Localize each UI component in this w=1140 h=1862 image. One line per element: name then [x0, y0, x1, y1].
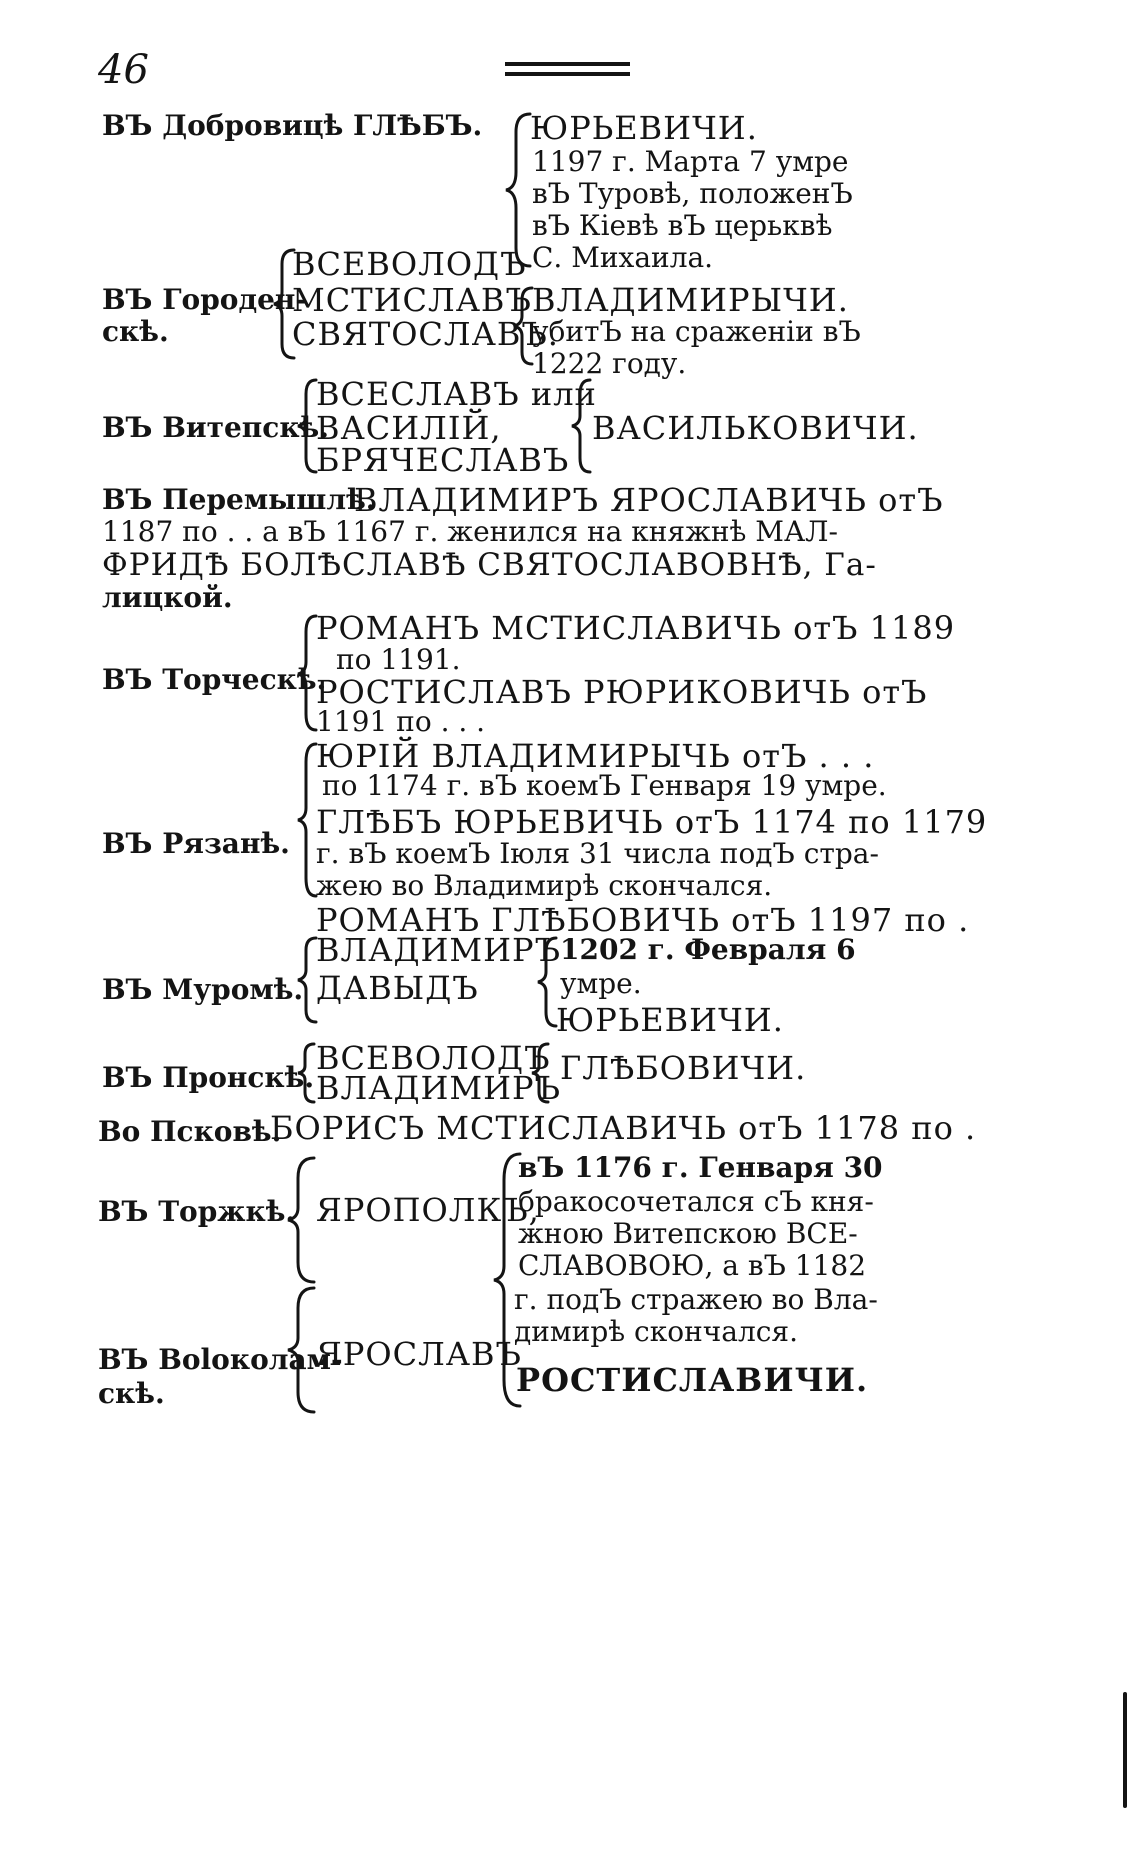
- pronsk-name-2: ВЛАДИМИРЪ: [316, 1069, 561, 1107]
- place-torzhok: ВЪ Торжкѣ.: [98, 1195, 296, 1228]
- torchesk-line-4: 1191 по . . .: [316, 705, 486, 738]
- place-volokolamsk-2: скѣ.: [98, 1377, 165, 1410]
- place-ryazan: ВЪ Рязанѣ.: [102, 827, 290, 860]
- brace-volokolamsk-name: [286, 1284, 318, 1416]
- murom-name-1: ВЛАДИМИРЪ: [316, 931, 561, 969]
- ryazan-line-1: ЮРІЙ ВЛАДИМИРЫЧЬ отЪ . . .: [316, 737, 875, 775]
- place-torchesk: ВЪ Торческѣ.: [102, 663, 327, 696]
- gorodensk-name-2: МСТИСЛАВЪ: [292, 281, 532, 319]
- vladimirychi-heading: ВЛАДИМИРЫЧИ.: [532, 281, 849, 319]
- murom-line-1: 1202 г. Февраля 6: [560, 933, 856, 966]
- torchesk-line-3: РОСТИСЛАВЪ РЮРИКОВИЧЬ отЪ: [316, 673, 928, 711]
- header-rule-top: [505, 62, 630, 66]
- volokolamsk-name: ЯРОСЛАВЪ: [316, 1335, 522, 1373]
- ryazan-line-6: РОМАНЪ ГЛѢБОВИЧЬ отЪ 1197 по .: [316, 901, 970, 939]
- rostislavichi-heading: РОСТИСЛАВИЧИ.: [516, 1361, 869, 1399]
- murom-line-3: ЮРЬЕВИЧИ.: [556, 1001, 784, 1039]
- torchesk-line-1: РОМАНЪ МСТИСЛАВИЧЬ отЪ 1189: [316, 609, 956, 647]
- place-gorodensk-1: ВЪ Городен-: [102, 283, 308, 316]
- peremysl-line-3: ФРИДѢ БОЛѢСЛАВѢ СВЯТОСЛАВОВНѢ, Га-: [102, 547, 877, 583]
- pskov-line: БОРИСЪ МСТИСЛАВИЧЬ отЪ 1178 по .: [270, 1109, 977, 1147]
- vladimirychi-line-3: 1222 году.: [532, 347, 687, 380]
- place-murom: ВЪ Муромѣ.: [102, 973, 304, 1006]
- place-volokolamsk-1: ВЪ Воloколам-: [98, 1343, 343, 1376]
- brace-glebovichi: [530, 1040, 552, 1106]
- torzhok-line-3: жною Витепскою ВСЕ-: [518, 1217, 858, 1250]
- vitebsk-name-1: ВСЕСЛАВЪ или: [316, 375, 597, 413]
- glebovichi-heading: ГЛѢБОВИЧИ.: [560, 1049, 807, 1087]
- peremysl-line-4: лицкой.: [102, 581, 233, 614]
- ryazan-line-3: ГЛѢБЪ ЮРЬЕВИЧЬ отЪ 1174 по 1179: [316, 803, 988, 841]
- pronsk-name-1: ВСЕВОЛОДЪ: [316, 1039, 551, 1077]
- torzhok-line-4: СЛАВОВОЮ, а вЪ 1182: [518, 1249, 867, 1282]
- brace-torzhok-name: [286, 1154, 318, 1286]
- peremysl-line-1: ВЛАДИМИРЪ ЯРОСЛАВИЧЬ отЪ: [354, 481, 944, 519]
- place-pskov: Во Псковѣ.: [98, 1115, 282, 1148]
- yurievichi-line-2: 1197 г. Марта 7 умре: [532, 145, 849, 178]
- ryazan-line-4: г. вЪ коемЪ Іюля 31 числа подЪ стра-: [316, 837, 879, 870]
- place-gorodensk-2: скѣ.: [102, 315, 169, 348]
- brace-pronsk-names: [296, 1040, 318, 1106]
- vasilkovichi-heading: ВАСИЛЬКОВИЧИ.: [592, 409, 919, 447]
- yurievichi-line-4: вЪ Кіевѣ вЪ церьквѣ: [532, 209, 833, 242]
- torchesk-line-2: по 1191.: [336, 643, 461, 676]
- yurievichi-heading: ЮРЬЕВИЧИ.: [530, 109, 758, 147]
- ryazan-line-2: по 1174 г. вЪ коемЪ Генваря 19 умре.: [322, 769, 887, 802]
- murom-name-2: ДАВЫДЪ: [316, 969, 479, 1007]
- gorodensk-name-3: СВЯТОСЛАВЪ.: [292, 315, 559, 353]
- torzhok-line-5: г. подЪ стражею во Вла-: [514, 1283, 878, 1316]
- torzhok-name: ЯРОПОЛКЪ,: [316, 1191, 540, 1229]
- place-dobrovitsa: ВЪ Добровицѣ ГЛѢБЪ.: [102, 109, 483, 142]
- header-rule-bottom: [505, 72, 630, 76]
- gorodensk-name-1: ВСЕВОЛОДЪ: [292, 245, 527, 283]
- page-number: 46: [98, 47, 149, 93]
- yurievichi-line-3: вЪ Туровѣ, положенЪ: [532, 177, 853, 210]
- torzhok-line-6: димирѣ скончался.: [514, 1315, 798, 1348]
- vladimirychi-line-2: убитЪ на сраженіи вЪ: [532, 315, 861, 348]
- vitebsk-name-3: БРЯЧЕСЛАВЪ: [316, 441, 570, 479]
- torzhok-line-1: вЪ 1176 г. Генваря 30: [518, 1151, 883, 1184]
- torzhok-line-2: бракосочетался сЪ кня-: [518, 1185, 874, 1218]
- ryazan-line-5: жею во Владимирѣ скончался.: [316, 869, 773, 902]
- peremysl-line-2: 1187 по . . а вЪ 1167 г. женился на княжнѣ МАЛ-: [102, 515, 838, 548]
- place-peremysl: ВЪ Перемышлѣ.: [102, 483, 376, 516]
- brace-vasilkovichi: [570, 376, 594, 476]
- murom-line-2: умре.: [560, 967, 642, 1000]
- scan-edge-mark: [1120, 1690, 1130, 1810]
- place-vitebsk: ВЪ Витепскѣ.: [102, 411, 329, 444]
- vitebsk-name-2: ВАСИЛІЙ,: [316, 409, 502, 447]
- yurievichi-line-5: С. Михаила.: [532, 241, 714, 274]
- place-pronsk: ВЪ Пронскѣ.: [102, 1061, 315, 1094]
